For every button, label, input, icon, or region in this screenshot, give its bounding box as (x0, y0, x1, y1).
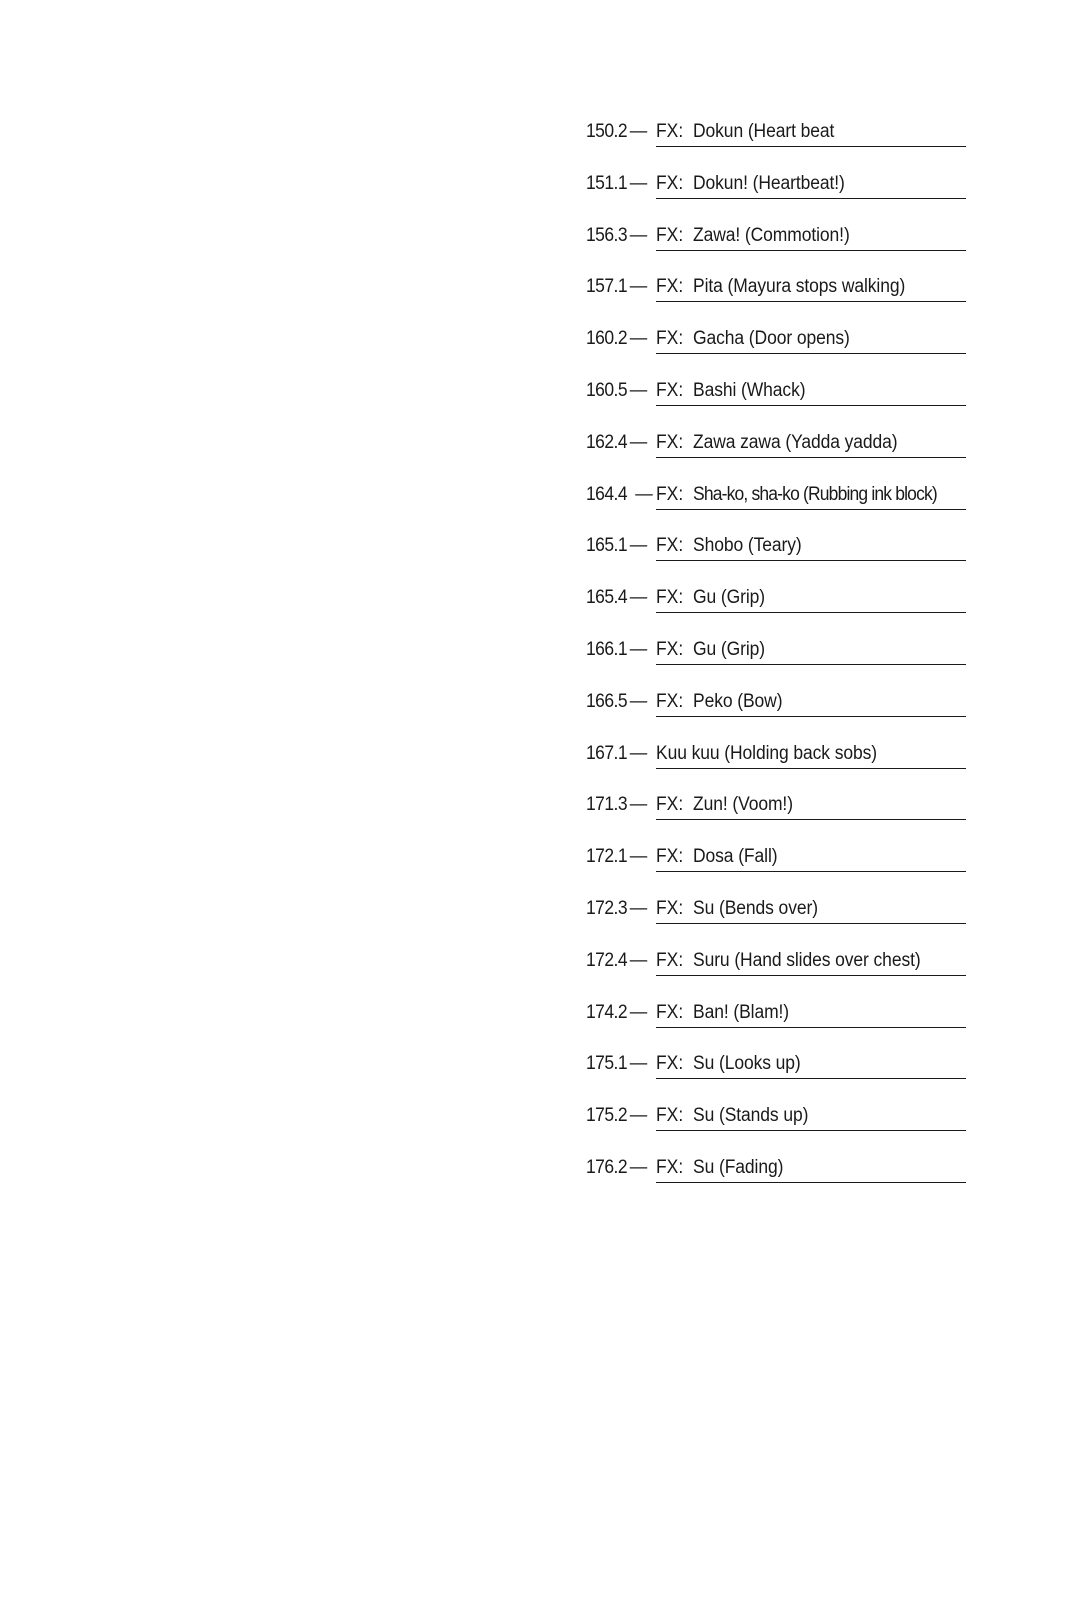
page-panel-ref: 150.2 — (586, 121, 647, 142)
fx-entry-line (656, 740, 966, 769)
page-panel-ref: 165.4 — (586, 587, 647, 609)
page-panel-ref: 174.2 — (586, 1001, 647, 1023)
page-panel-ref: 171.3 — (586, 794, 647, 816)
list-item (586, 843, 966, 895)
list-item (586, 222, 966, 274)
fx-tag: FX: (656, 1156, 684, 1178)
fx-tag: FX: (656, 897, 684, 919)
fx-tag: FX: (656, 431, 684, 453)
fx-text: Zawa! (Commotion!) (693, 224, 850, 246)
fx-text: Dokun (Heart beat (693, 121, 835, 142)
list-item (586, 688, 966, 740)
list-item (586, 481, 966, 533)
page-panel-ref: 176.2 — (586, 1156, 647, 1178)
fx-entry-line (656, 118, 966, 147)
fx-entry-line (656, 377, 966, 406)
fx-entry-line (656, 222, 966, 251)
fx-entry-line (656, 999, 966, 1028)
list-item (586, 532, 966, 584)
fx-text: Dokun! (Heartbeat!) (693, 172, 845, 194)
fx-tag: FX: (656, 483, 684, 505)
fx-text: Gu (Grip) (693, 638, 766, 660)
fx-text: Gacha (Door opens) (693, 328, 850, 350)
list-item (586, 947, 966, 999)
fx-text: Suru (Hand slides over chest) (693, 949, 921, 971)
fx-text: Su (Bends over) (693, 897, 818, 919)
page-panel-ref: 160.5 — (586, 379, 647, 401)
fx-entry-line (656, 481, 966, 510)
fx-text: Zawa zawa (Yadda yadda) (693, 431, 898, 453)
fx-tag: FX: (656, 121, 684, 142)
fx-tag: FX: (656, 328, 684, 350)
fx-text: Ban! (Blam!) (693, 1001, 790, 1023)
fx-text: Shobo (Teary) (693, 535, 802, 557)
fx-tag: FX: (656, 638, 684, 660)
fx-entry-line (656, 1154, 966, 1183)
fx-entry-line (656, 584, 966, 613)
list-item (586, 118, 966, 170)
fx-entry-line (656, 688, 966, 717)
fx-text: Kuu kuu (Holding back sobs) (656, 742, 878, 764)
list-item (586, 377, 966, 429)
list-item (586, 1050, 966, 1102)
fx-entry-line (656, 1102, 966, 1131)
list-item (586, 791, 966, 843)
fx-tag: FX: (656, 535, 684, 557)
fx-text: Peko (Bow) (693, 690, 783, 712)
list-item (586, 325, 966, 377)
fx-tag: FX: (656, 379, 684, 401)
fx-entry-line (656, 325, 966, 354)
page-panel-ref: 164.4 — (586, 483, 653, 505)
page-panel-ref: 151.1 — (586, 172, 647, 194)
list-item (586, 429, 966, 481)
list-item (586, 1154, 966, 1206)
fx-tag: FX: (656, 1105, 684, 1127)
fx-tag: FX: (656, 1053, 684, 1075)
fx-entry-line (656, 273, 966, 302)
page-panel-ref: 167.1 — (586, 742, 647, 764)
fx-entry-line (656, 636, 966, 665)
page-panel-ref: 172.1 — (586, 846, 647, 868)
page-panel-ref: 175.1 — (586, 1053, 647, 1075)
fx-text: Gu (Grip) (693, 587, 766, 609)
fx-tag: FX: (656, 949, 684, 971)
fx-tag: FX: (656, 690, 684, 712)
list-item (586, 895, 966, 947)
fx-entry-line (656, 170, 966, 199)
sound-effects-list (586, 118, 966, 1206)
fx-entry-line (656, 947, 966, 976)
fx-tag: FX: (656, 172, 684, 194)
fx-entry-line (656, 843, 966, 872)
page-panel-ref: 162.4 — (586, 431, 647, 453)
fx-text: Dosa (Fall) (693, 846, 778, 868)
fx-entry-line (656, 791, 966, 820)
fx-text: Su (Fading) (693, 1156, 784, 1178)
list-item (586, 1102, 966, 1154)
page-panel-ref: 166.5 — (586, 690, 647, 712)
page-panel-ref: 166.1 — (586, 638, 647, 660)
page-panel-ref: 165.1 — (586, 535, 647, 557)
fx-tag: FX: (656, 1001, 684, 1023)
fx-tag: FX: (656, 276, 684, 298)
fx-entry-line (656, 429, 966, 458)
fx-entry-line (656, 1050, 966, 1079)
fx-entry-line (656, 895, 966, 924)
list-item (586, 636, 966, 688)
list-item (586, 999, 966, 1051)
fx-tag: FX: (656, 794, 684, 816)
fx-text: Sha-ko, sha-ko (Rubbing ink block) (693, 483, 937, 505)
list-item (586, 584, 966, 636)
fx-tag: FX: (656, 224, 684, 246)
list-item (586, 273, 966, 325)
page-panel-ref: 160.2 — (586, 328, 647, 350)
list-item (586, 170, 966, 222)
page-panel-ref: 157.1 — (586, 276, 647, 298)
fx-text: Zun! (Voom!) (693, 794, 793, 816)
page-panel-ref: 172.4 — (586, 949, 647, 971)
fx-text: Pita (Mayura stops walking) (693, 276, 906, 298)
page-panel-ref: 175.2 — (586, 1105, 647, 1127)
fx-text: Bashi (Whack) (693, 379, 806, 401)
page-panel-ref: 156.3 — (586, 224, 647, 246)
page-panel-ref: 172.3 — (586, 897, 647, 919)
list-item (586, 740, 966, 792)
fx-tag: FX: (656, 846, 684, 868)
fx-tag: FX: (656, 587, 684, 609)
fx-entry-line (656, 532, 966, 561)
fx-text: Su (Looks up) (693, 1053, 801, 1075)
fx-text: Su (Stands up) (693, 1105, 809, 1127)
